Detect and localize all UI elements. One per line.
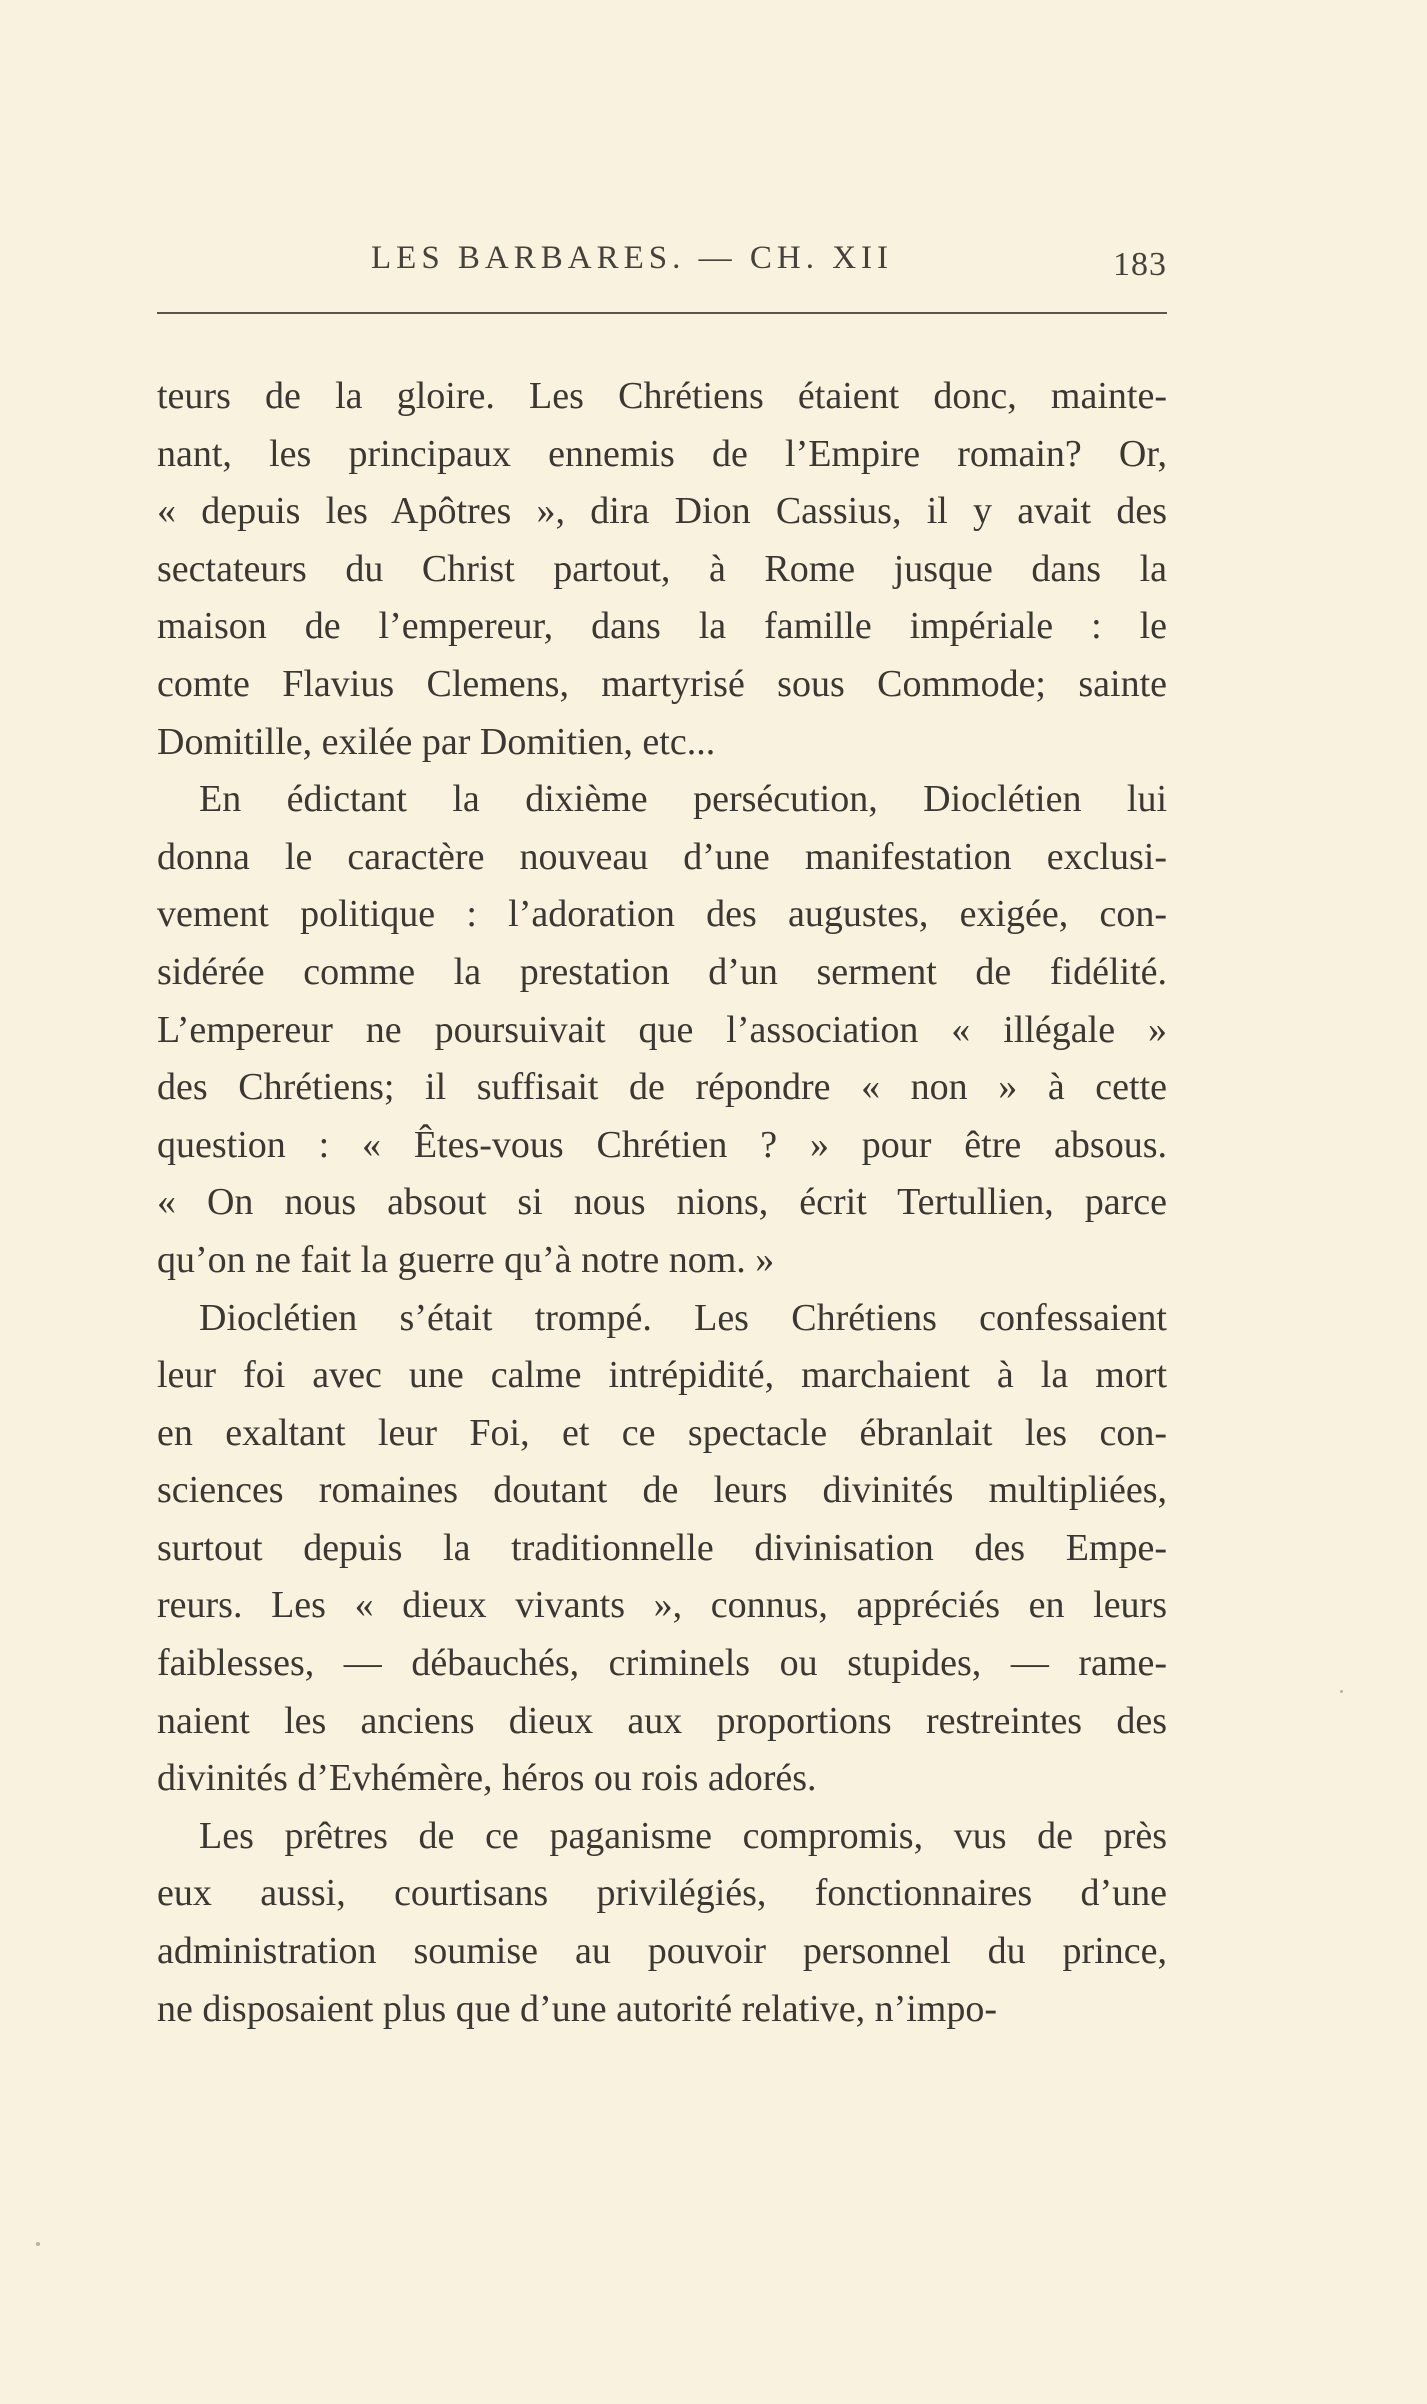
text-line: « depuis les Apôtres », dira Dion Cassius, il y avait des xyxy=(157,490,1167,533)
text-line: leur foi avec une calme intrépidité, marchaient à la mort xyxy=(157,1354,1167,1397)
text-line: des Chrétiens; il suffisait de répondre « non » à cette xyxy=(157,1066,1167,1109)
paper-speck xyxy=(1340,1690,1343,1693)
text-line: sciences romaines doutant de leurs divinités multipliées, xyxy=(157,1469,1167,1512)
text-line: teurs de la gloire. Les Chrétiens étaient donc, mainte- xyxy=(157,375,1167,417)
text-line: faiblesses, — débauchés, criminels ou stupides, — rame- xyxy=(157,1642,1167,1685)
paragraph xyxy=(157,771,1167,1289)
running-head: LES BARBARES. — CH. XII xyxy=(371,240,894,276)
text-line: question : « Êtes-vous Chrétien ? » pour être absous. xyxy=(157,1123,1167,1166)
text-line: reurs. Les « dieux vivants », connus, appréciés en leurs xyxy=(157,1584,1167,1627)
text-line: L’empereur ne poursuivait que l’association « illégale » xyxy=(157,1008,1167,1051)
paragraph xyxy=(157,368,1167,771)
text-line: surtout depuis la traditionnelle divinisation des Empe- xyxy=(157,1526,1167,1569)
text-line: nant, les principaux ennemis de l’Empire romain? Or, xyxy=(157,432,1167,475)
text-line: sidérée comme la prestation d’un serment de fidélité. xyxy=(157,950,1167,993)
text-line: qu’on ne fait la guerre qu’à notre nom. » xyxy=(157,1238,775,1281)
text-line: Domitille, exilée par Domitien, etc... xyxy=(157,720,716,763)
text-line: comte Flavius Clemens, martyrisé sous Commode; sainte xyxy=(157,662,1167,705)
text-line: vement politique : l’adoration des augustes, exigée, con- xyxy=(157,893,1167,936)
text-line: En édictant la dixième persécution, Dioclétien lui xyxy=(199,778,1167,821)
paragraph xyxy=(157,1808,1167,2038)
text-line: divinités d’Evhémère, héros ou rois adorés. xyxy=(157,1757,817,1800)
text-line: ne disposaient plus que d’une autorité relative, n’impo- xyxy=(157,1987,997,2030)
text-line: sectateurs du Christ partout, à Rome jusque dans la xyxy=(157,547,1167,590)
text-line: « On nous absout si nous nions, écrit Tertullien, parce xyxy=(157,1181,1167,1224)
text-line: Les prêtres de ce paganisme compromis, vus de près xyxy=(199,1814,1167,1857)
body-text xyxy=(157,368,1167,2038)
text-line: maison de l’empereur, dans la famille impériale : le xyxy=(157,605,1167,648)
page-header xyxy=(157,240,1167,288)
text-line: administration soumise au pouvoir personnel du prince, xyxy=(157,1930,1167,1973)
text-line: en exaltant leur Foi, et ce spectacle ébranlait les con- xyxy=(157,1411,1167,1454)
text-line: eux aussi, courtisans privilégiés, fonctionnaires d’une xyxy=(157,1872,1167,1915)
text-line: naient les anciens dieux aux proportions restreintes des xyxy=(157,1699,1167,1742)
text-line: Dioclétien s’était trompé. Les Chrétiens confessaient xyxy=(199,1296,1167,1339)
paragraph xyxy=(157,1290,1167,1808)
page-number: 183 xyxy=(1113,246,1167,283)
text-line: donna le caractère nouveau d’une manifestation exclusi- xyxy=(157,835,1167,878)
paper-speck xyxy=(36,2242,40,2246)
header-rule xyxy=(157,312,1167,314)
